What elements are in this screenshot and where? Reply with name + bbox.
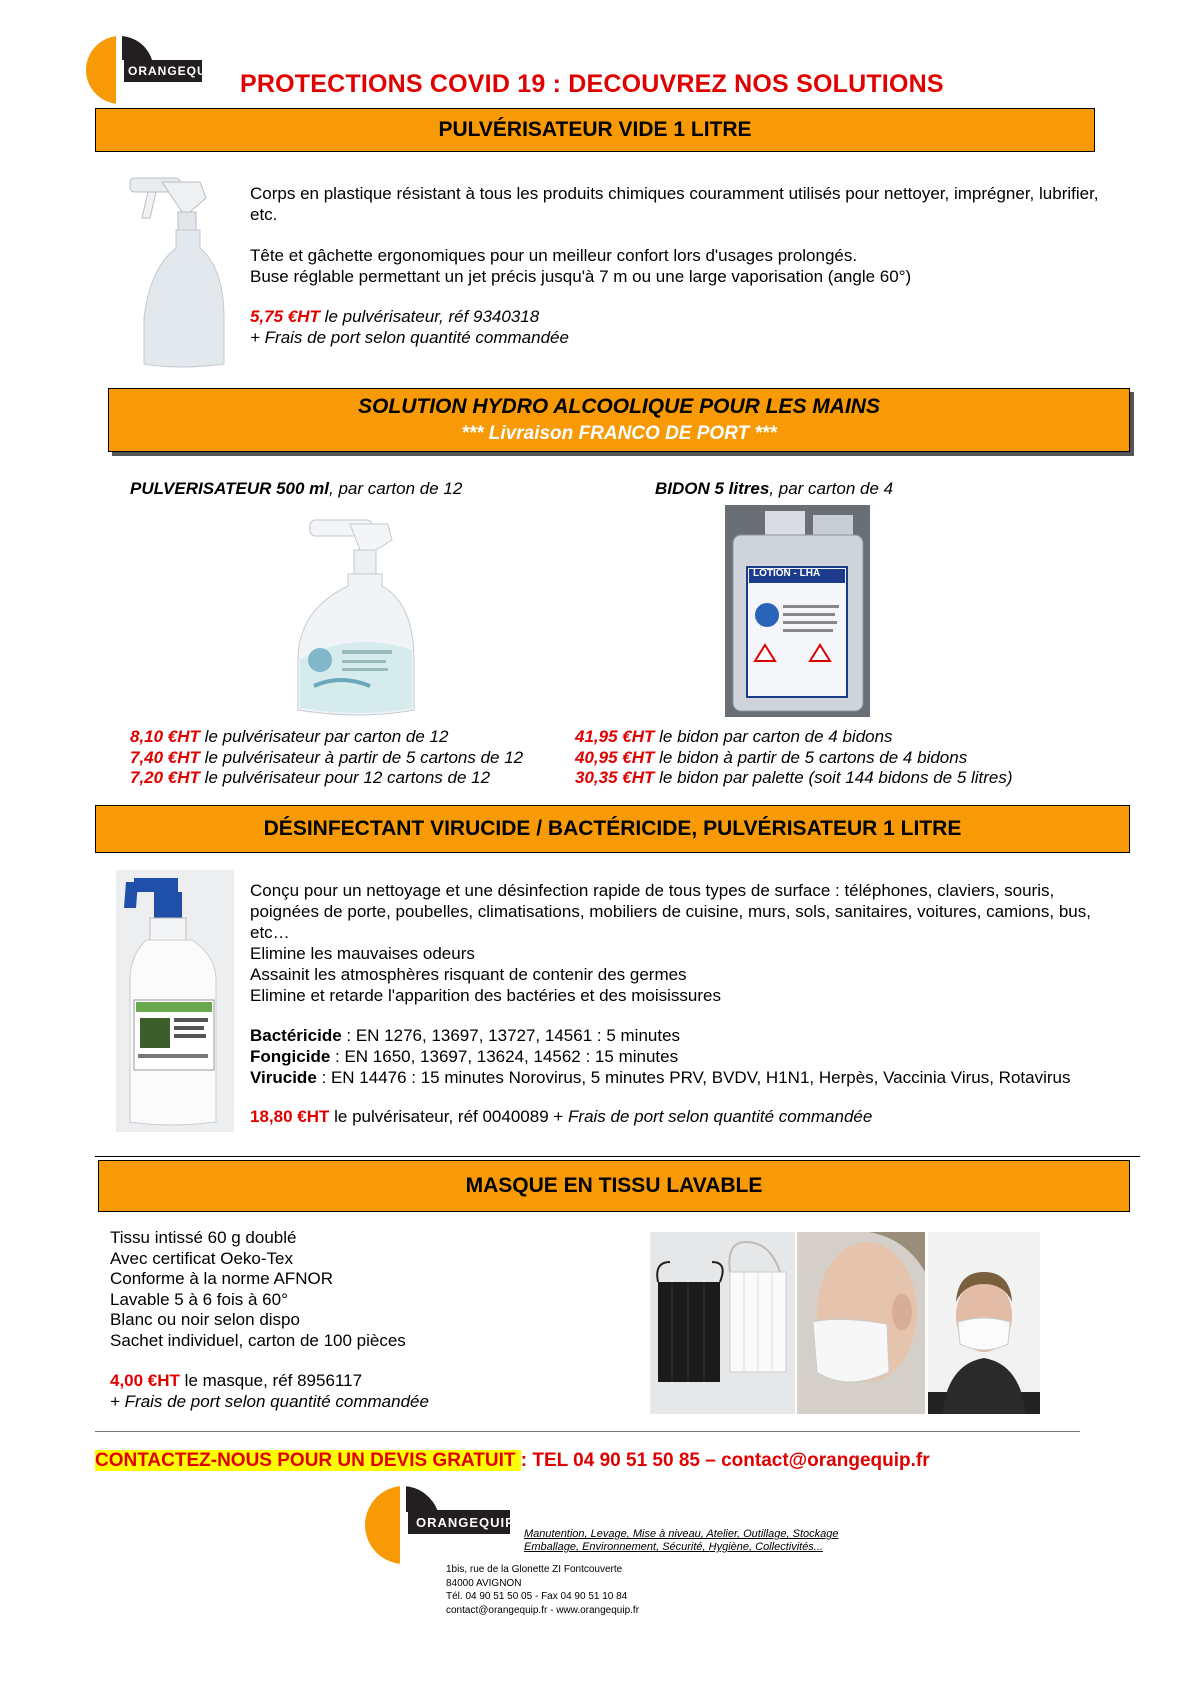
footer-address	[446, 1563, 639, 1617]
address-line: Tél. 04 90 51 50 05 - Fax 04 90 51 10 84	[446, 1591, 628, 1602]
price-desc: le pulvérisateur pour 12 cartons de 12	[199, 768, 491, 787]
contact-highlight: CONTACTEZ-NOUS POUR UN DEVIS GRATUIT	[95, 1450, 521, 1471]
section-header-disinfectant	[95, 805, 1130, 853]
norm-label: Virucide	[250, 1068, 317, 1087]
price-line	[130, 768, 523, 789]
sanitizer-spray-title	[130, 478, 462, 499]
contact-banner	[95, 1450, 930, 1472]
section1-desc1: Corps en plastique résistant à tous les produits chimiques couramment utilisés pour nettoyer, imprégner, lubrifier, etc.	[250, 184, 1099, 224]
feature-line: Avec certificat Oeko-Tex	[110, 1248, 293, 1268]
mask-price-line	[110, 1370, 362, 1391]
price-desc: le pulvérisateur à partir de 5 cartons de 12	[199, 747, 524, 767]
sanitizer-spray-title-rest: , par carton de 12	[329, 479, 463, 498]
header-logo	[80, 30, 221, 110]
page-title: PROTECTIONS COVID 19 : DECOUVREZ NOS SOLUTIONS	[240, 70, 944, 98]
desc-line: Conçu pour un nettoyage et une désinfection rapide de tous types de surface : téléphones, claviers, souris, poignées de porte, poubelles, climatisations, mobiliers de cuisine, murs, sols, sanitaires, voitures, camions, bus, etc…	[250, 881, 1091, 942]
section-header-spray-bottle	[95, 108, 1095, 152]
sanitizer-can-label: LOTION - LHA	[753, 568, 821, 579]
header-logo-text: ORANGEQUIP	[128, 64, 221, 78]
desc-line: Assainit les atmosphères risquant de contenir des germes	[250, 965, 687, 984]
sanitizer-can-prices	[575, 727, 1013, 789]
address-line[interactable]: contact@orangequip.fr - www.orangequip.fr	[446, 1604, 640, 1616]
norm-line	[250, 1046, 1130, 1067]
sanitizer-can-title-bold: BIDON 5 litres	[655, 479, 770, 498]
disinfectant-norms	[250, 1025, 1130, 1088]
section-subheader: *** Livraison FRANCO DE PORT ***	[461, 423, 777, 444]
section-header-label: SOLUTION HYDRO ALCOOLIQUE POUR LES MAINS	[358, 395, 880, 418]
disinfectant-price: 18,80 €HT	[250, 1107, 330, 1126]
norm-text: : EN 14476 : 15 minutes Norovirus, 5 minutes PRV, BVDV, H1N1, Herpès, Vaccinia Virus, Rotavirus	[316, 1068, 1071, 1087]
price-value: 30,35 €HT	[575, 768, 655, 787]
norm-line	[250, 1067, 1130, 1088]
spray-bottle-icon	[120, 168, 240, 368]
norm-text: : EN 1650, 13697, 13624, 14562 : 15 minutes	[330, 1047, 679, 1066]
footer-logo	[360, 1482, 520, 1568]
price-line	[575, 748, 1013, 769]
price-desc: le bidon par palette (soit 144 bidons de 5 litres)	[654, 768, 1013, 787]
feature-line: Lavable 5 à 6 fois à 60°	[110, 1289, 288, 1309]
price-value: 40,95 €HT	[575, 747, 655, 767]
sanitizer-can-title-rest: , par carton de 4	[769, 479, 894, 498]
disinfectant-bottle-icon	[116, 870, 234, 1132]
address-line: 84000 AVIGNON	[446, 1577, 522, 1589]
section1-price-text: le pulvérisateur, réf 9340318	[319, 307, 540, 326]
price-value: 41,95 €HT	[575, 727, 655, 746]
price-line	[575, 727, 1013, 748]
sanitizer-spray-title-bold: PULVERISATEUR 500 ml	[130, 479, 330, 498]
section-header-label: MASQUE EN TISSU LAVABLE	[465, 1174, 763, 1197]
norm-line	[250, 1025, 1130, 1046]
section-header-label: PULVÉRISATEUR VIDE 1 LITRE	[438, 118, 752, 141]
divider	[95, 1431, 1080, 1432]
feature-line: Tissu intissé 60 g doublé	[110, 1228, 297, 1247]
desc-line: Elimine et retarde l'apparition des bactéries et des moisissures	[250, 986, 721, 1005]
norm-text: : EN 1276, 13697, 13727, 14561 : 5 minutes	[341, 1026, 681, 1045]
price-value: 8,10 €HT	[130, 727, 200, 746]
disinfectant-shipping: Frais de port selon quantité commandée	[568, 1107, 873, 1126]
section-header-hand-sanitizer	[108, 388, 1130, 452]
disinfectant-price-text: le pulvérisateur, réf 0040089 +	[329, 1107, 569, 1126]
section-header-label: DÉSINFECTANT VIRUCIDE / BACTÉRICIDE, PULVÉRISATEUR 1 LITRE	[263, 817, 962, 840]
sanitizer-can-title	[655, 478, 893, 499]
mask-product-photo	[650, 1232, 795, 1414]
price-value: 7,40 €HT	[130, 747, 200, 767]
mask-price-text: le masque, réf 8956117	[179, 1371, 363, 1390]
price-line	[130, 748, 523, 769]
contact-details[interactable]: : TEL 04 90 51 50 85 – contact@orangequip.fr	[520, 1450, 930, 1471]
divider	[95, 1156, 1140, 1157]
section1-price: 5,75 €HT	[250, 307, 320, 326]
desc-line: Elimine les mauvaises odeurs	[250, 944, 475, 963]
mask-price: 4,00 €HT	[110, 1371, 180, 1390]
price-line	[575, 768, 1013, 789]
section1-desc2: Tête et gâchette ergonomiques pour un meilleur confort lors d'usages prolongés.	[250, 246, 858, 265]
section1-desc3: Buse réglable permettant un jet précis jusqu'à 7 m ou une large vaporisation (angle 60°)	[250, 267, 912, 286]
feature-line: Conforme à la norme AFNOR	[110, 1269, 333, 1288]
feature-line: Blanc ou noir selon dispo	[110, 1310, 300, 1329]
section1-price-line	[250, 306, 539, 327]
disinfectant-price-line	[250, 1106, 872, 1127]
tagline-line: Manutention, Levage, Mise à niveau, Atelier, Outillage, Stockage	[524, 1528, 839, 1540]
section-header-mask	[98, 1160, 1130, 1212]
mask-profile-photo	[797, 1232, 925, 1414]
price-line	[130, 727, 523, 748]
mask-front-photo	[928, 1232, 1040, 1414]
price-desc: le bidon par carton de 4 bidons	[654, 727, 893, 746]
footer-tagline	[524, 1528, 839, 1554]
mask-shipping: + Frais de port selon quantité commandée	[110, 1392, 429, 1411]
sanitizer-spray-prices	[130, 727, 523, 789]
sanitizer-spray-bottle-icon	[290, 510, 420, 720]
footer-logo-text: ORANGEQUIP	[416, 1515, 515, 1530]
norm-label: Fongicide	[250, 1047, 331, 1066]
price-desc: le pulvérisateur par carton de 12	[199, 727, 449, 746]
tagline-line: Emballage, Environnement, Sécurité, Hygiène, Collectivités...	[524, 1541, 823, 1553]
price-desc: le bidon à partir de 5 cartons de 4 bidons	[654, 747, 968, 767]
sanitizer-can-icon	[725, 505, 870, 717]
norm-label: Bactéricide	[250, 1026, 342, 1045]
price-value: 7,20 €HT	[130, 768, 200, 787]
feature-line: Sachet individuel, carton de 100 pièces	[110, 1330, 406, 1350]
mask-features	[110, 1228, 406, 1351]
address-line: 1bis, rue de la Glonette ZI Fontcouverte	[446, 1564, 623, 1575]
section1-shipping: + Frais de port selon quantité commandée	[250, 328, 569, 347]
disinfectant-description	[250, 880, 1110, 1006]
